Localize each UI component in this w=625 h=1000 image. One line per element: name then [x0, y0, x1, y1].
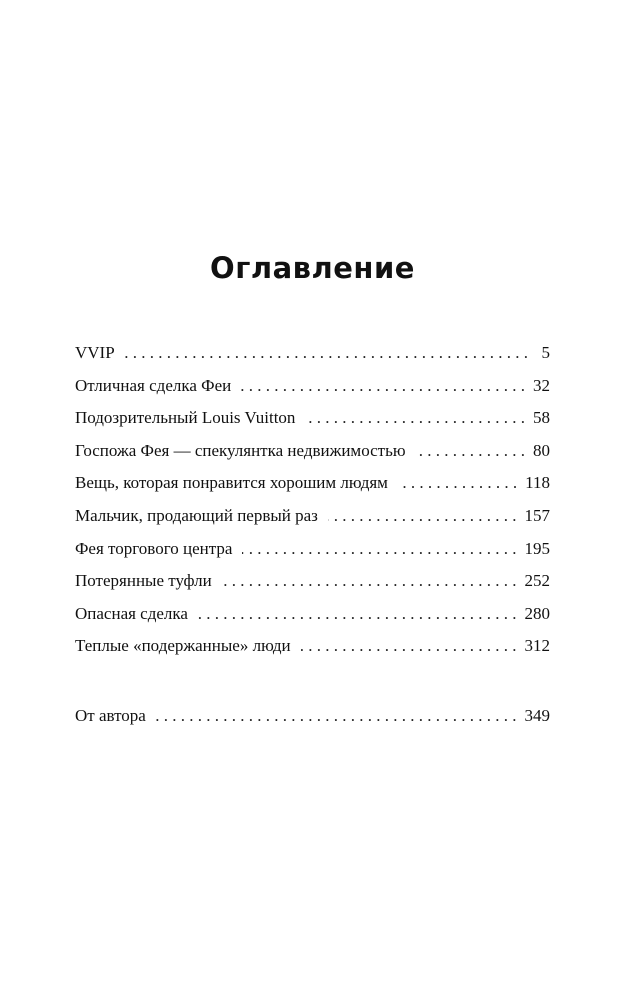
toc-entry[interactable] — [75, 534, 550, 567]
dot-leader — [125, 338, 528, 368]
dot-leader — [416, 436, 525, 466]
toc-entry-page-number: 118 — [525, 473, 550, 493]
toc-entry-page-number: 252 — [524, 571, 550, 591]
table-of-contents — [75, 338, 550, 734]
toc-entry[interactable] — [75, 599, 550, 632]
toc-entry-title: Опасная сделка — [75, 603, 188, 623]
toc-entry-title: Госпожа Фея — спекулянтка недвижимостью — [75, 440, 406, 460]
dot-leader — [156, 701, 517, 731]
toc-entry-title: Отличная сделка Феи — [75, 375, 232, 395]
toc-entry-page-number: 312 — [524, 636, 550, 656]
toc-entry-title: Мальчик, продающий первый раз — [75, 505, 318, 525]
toc-entry-title: Потерянные туфли — [75, 571, 212, 591]
toc-entry-title: Фея торгового центра — [75, 538, 233, 558]
toc-entry-title: От автора — [75, 705, 146, 725]
toc-entry[interactable] — [75, 631, 550, 664]
dot-leader — [242, 534, 516, 564]
toc-entry-page-number: 280 — [524, 603, 550, 623]
dot-leader — [241, 371, 525, 401]
toc-entry-page-number: 349 — [524, 705, 550, 725]
toc-entry[interactable] — [75, 371, 550, 404]
dot-leader — [398, 468, 517, 498]
toc-entry[interactable] — [75, 338, 550, 371]
toc-entry[interactable] — [75, 566, 550, 599]
toc-entry-title: Вещь, которая понравится хорошим людям — [75, 473, 388, 493]
dot-leader — [328, 501, 517, 531]
toc-entry[interactable] — [75, 501, 550, 534]
toc-entry-title: VVIP — [75, 343, 115, 362]
toc-entry[interactable] — [75, 436, 550, 469]
toc-entry[interactable] — [75, 403, 550, 436]
toc-entry-page-number: 58 — [533, 408, 550, 428]
toc-entry-page-number: 80 — [533, 440, 550, 460]
toc-entry-page-number: 32 — [533, 375, 550, 395]
toc-entry-title: Теплые «подержанные» люди — [75, 636, 291, 656]
dot-leader — [305, 403, 525, 433]
toc-entry-title: Подозрительный Louis Vuitton — [75, 408, 296, 428]
toc-entry[interactable] — [75, 468, 550, 501]
toc-entry-page-number: 195 — [524, 538, 550, 558]
dot-leader — [301, 631, 517, 661]
dot-leader — [198, 599, 517, 629]
toc-entry-page-number: 5 — [541, 343, 550, 362]
toc-entry-page-number: 157 — [524, 505, 550, 525]
dot-leader — [222, 566, 517, 596]
page-title: Оглавление — [210, 251, 415, 285]
toc-entry-afterword[interactable] — [75, 701, 550, 734]
